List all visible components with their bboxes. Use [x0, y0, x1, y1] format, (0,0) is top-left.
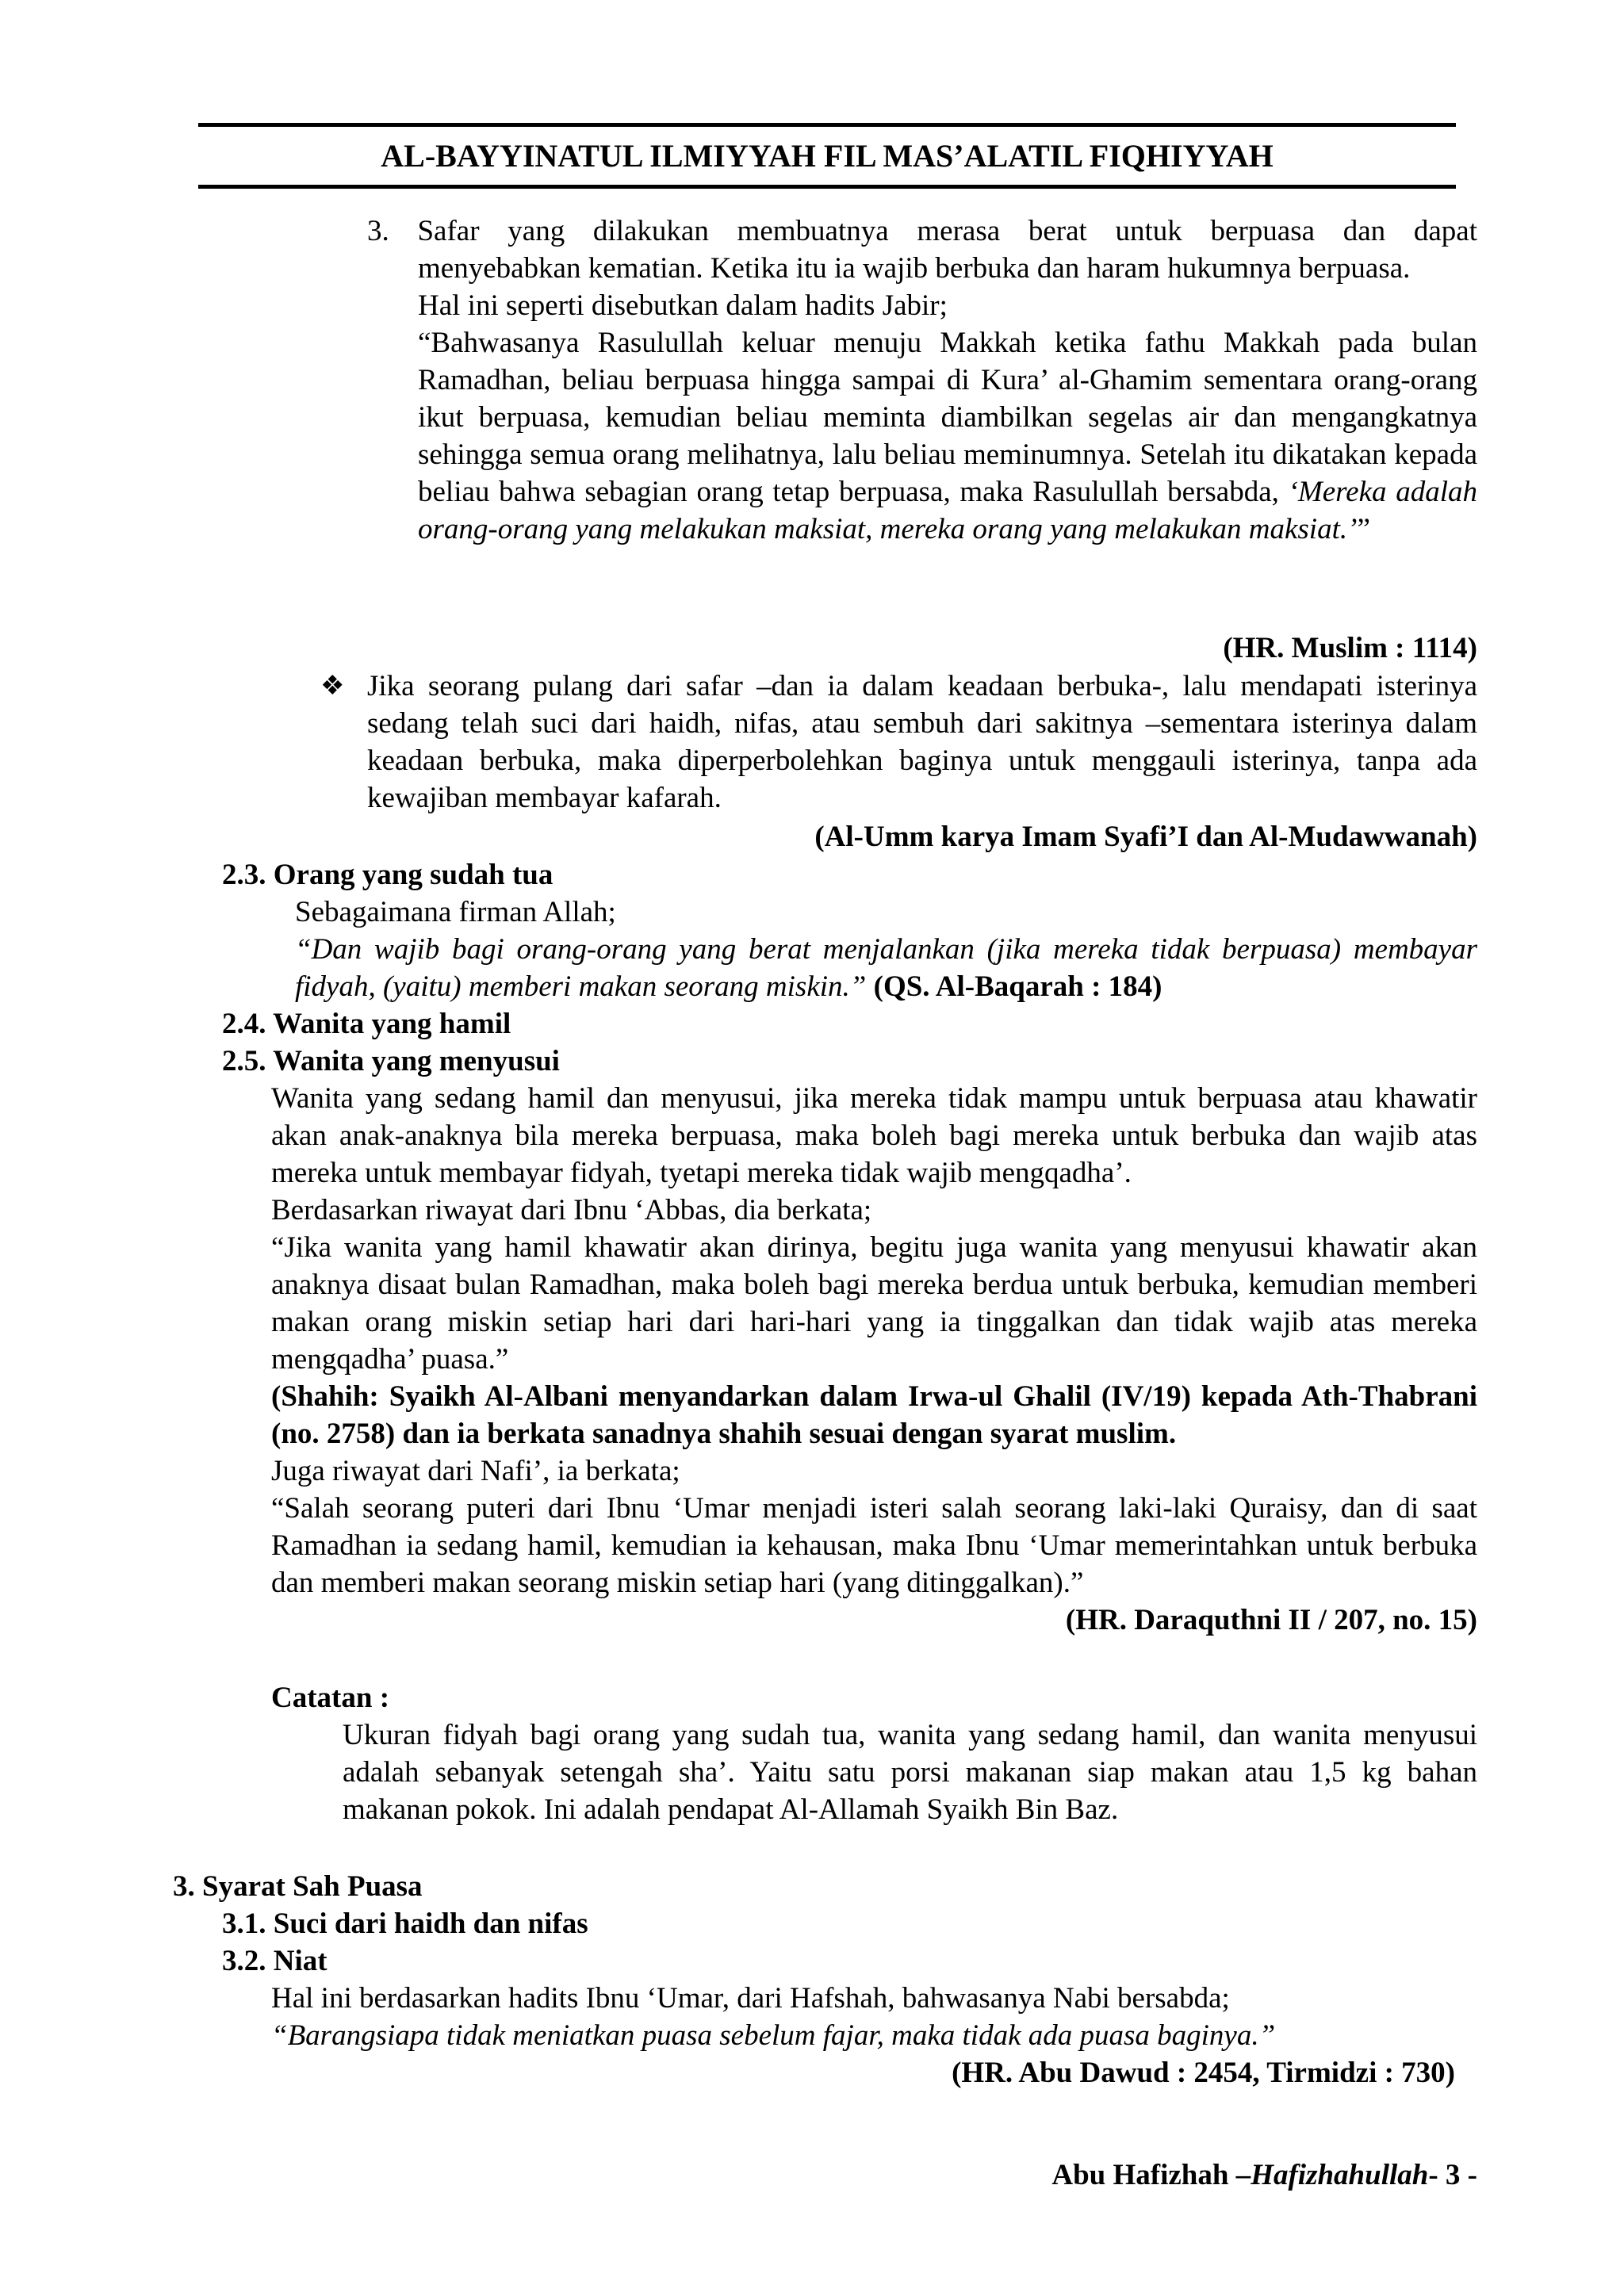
item-3	[367, 212, 1477, 250]
section-2-5-heading: 2.5. Wanita yang menyusui	[222, 1045, 560, 1077]
source-abu-dawud: (HR. Abu Dawud : 2454, Tirmidzi : 730)	[952, 2057, 1455, 2089]
section-3-2-intro: Hal ini berdasarkan hadits Ibnu ‘Umar, dari Hafshah, bahwasanya Nabi bersabda;	[271, 1982, 1230, 2015]
catatan-heading: Catatan :	[271, 1682, 390, 1714]
section-3-2-quote: “Barangsiapa tidak meniatkan puasa sebelum fajar, maka tidak ada puasa baginya.”	[271, 2019, 1276, 2052]
nafi-quote: “Salah seorang puteri dari Ibnu ‘Umar menjadi isteri salah seorang laki-laki Quraisy, dan di saat Ramadhan ia sedang hamil, kemudian ia kehausan, maka Ibnu ‘Umar memerintahkan untuk berbuka dan memberi makan seorang miskin setiap hari (yang ditinggalkan).”	[271, 1492, 1477, 1599]
item-3-body	[418, 250, 1477, 548]
footer-author-title: Hafizhahullah	[1251, 2159, 1429, 2191]
ibnu-abbas-quote: “Jika wanita yang hamil khawatir akan dirinya, begitu juga wanita yang menyusui khawatir akan anaknya disaat bulan Ramadhan, maka boleh bagi mereka berdua untuk berbuka, kemudian memberi makan orang miskin setiap hari dari hari-hari yang ia tinggalkan dan tidak wajib atas mereka mengqadha’ puasa.”	[271, 1231, 1477, 1376]
header-top-rule	[198, 123, 1456, 127]
page-number: - 3 -	[1428, 2159, 1477, 2191]
source-al-umm: (Al-Umm karya Imam Syafi’I dan Al-Mudawwanah)	[814, 821, 1477, 853]
item-number: 3.	[367, 215, 389, 247]
section-2-3-heading: 2.3. Orang yang sudah tua	[222, 859, 553, 891]
page-header-title: AL-BAYYINATUL ILMIYYAH FIL MAS’ALATIL FIQHIYYAH	[381, 138, 1274, 174]
source-qs-baqarah: (QS. Al-Baqarah : 184)	[873, 970, 1162, 1003]
ibnu-abbas-intro: Berdasarkan riwayat dari Ibnu ‘Abbas, dia berkata;	[271, 1194, 872, 1226]
section-3-heading: 3. Syarat Sah Puasa	[173, 1870, 423, 1903]
section-2-3-intro: Sebagaimana firman Allah;	[295, 896, 616, 928]
page-footer	[714, 2156, 1477, 2194]
nafi-intro: Juga riwayat dari Nafi’, ia berkata;	[271, 1455, 680, 1487]
source-muslim: (HR. Muslim : 1114)	[1223, 632, 1477, 664]
hadith-quote: “Bahwasanya Rasulullah keluar menuju Makkah ketika fathu Makkah pada bulan Ramadhan, beliau berpuasa hingga sampai di Kura’ al-Ghamim sementara orang-orang ikut berpuasa, kemudian beliau meminta diambilkan segelas air dan mengangkatnya sehingga semua orang melihatnya, lalu beliau meminumnya. Setelah itu dikatakan kepada beliau bahwa sebagian orang tetap berpuasa, maka Rasulullah bersabda, ‘Mereka adalah orang-orang yang melakukan maksiat, mereka orang yang melakukan maksiat.’”	[418, 327, 1477, 545]
source-daraquthni: (HR. Daraquthni II / 207, no. 15)	[1065, 1604, 1477, 1636]
section-3-2-heading: 3.2. Niat	[222, 1945, 327, 1977]
item-3-intro: Hal ini seperti disebutkan dalam hadits Jabir;	[418, 289, 948, 322]
header-bottom-rule	[198, 185, 1456, 189]
source-shahih-albani: (Shahih: Syaikh Al-Albani menyandarkan dalam Irwa-ul Ghalil (IV/19) kepada Ath-Thabrani (no. 2758) dan ia berkata sanadnya shahih sesuai dengan syarat muslim.	[271, 1380, 1477, 1450]
section-2-5-para: Wanita yang sedang hamil dan menyusui, jika mereka tidak mampu untuk berpuasa atau khawatir akan anak-anaknya bila mereka berpuasa, maka boleh bagi mereka untuk berbuka dan wajib atas mereka untuk membayar fidyah, tyetapi mereka tidak wajib mengqadha’.	[271, 1082, 1477, 1189]
section-3-1-heading: 3.1. Suci dari haidh dan nifas	[222, 1908, 588, 1940]
bullet-text: Jika seorang pulang dari safar –dan ia dalam keadaan berbuka-, lalu mendapati isterinya sedang telah suci dari haidh, nifas, atau sembuh dari sakitnya –sementara isterinya dalam keadaan berbuka, maka diperperbolehkan baginya untuk menggauli isterinya, tanpa ada kewajiban membayar kafarah.	[367, 670, 1477, 814]
section-2-5-body	[271, 1080, 1477, 1601]
section-2-3-quote: “Dan wajib bagi orang-orang yang berat menjalankan (jika mereka tidak berpuasa) membayar fidyah, (yaitu) memberi makan seorang miskin.” (QS. Al-Baqarah : 184)	[295, 933, 1477, 1003]
footer-author: Abu Hafizhah –	[1051, 2159, 1251, 2191]
catatan-text: Ukuran fidyah bagi orang yang sudah tua, wanita yang sedang hamil, dan wanita menyusui adalah sebanyak setengah sha’. Yaitu satu porsi makanan siap makan atau 1,5 kg bahan makanan pokok. Ini adalah pendapat Al-Allamah Syaikh Bin Baz.	[343, 1719, 1477, 1826]
four-diamond-bullet-icon: ❖	[320, 672, 345, 701]
hadith-quote-italic: ‘Mereka adalah orang-orang yang melakukan maksiat, mereka orang yang melakukan maksiat.’	[418, 476, 1477, 545]
section-2-4-heading: 2.4. Wanita yang hamil	[222, 1008, 511, 1040]
item-3-rest: menyebabkan kematian. Ketika itu ia wajib berbuka dan haram hukumnya berpuasa.	[418, 252, 1411, 285]
item-3-first-line: Safar yang dilakukan membuatnya merasa berat untuk berpuasa dan dapat	[417, 215, 1478, 247]
